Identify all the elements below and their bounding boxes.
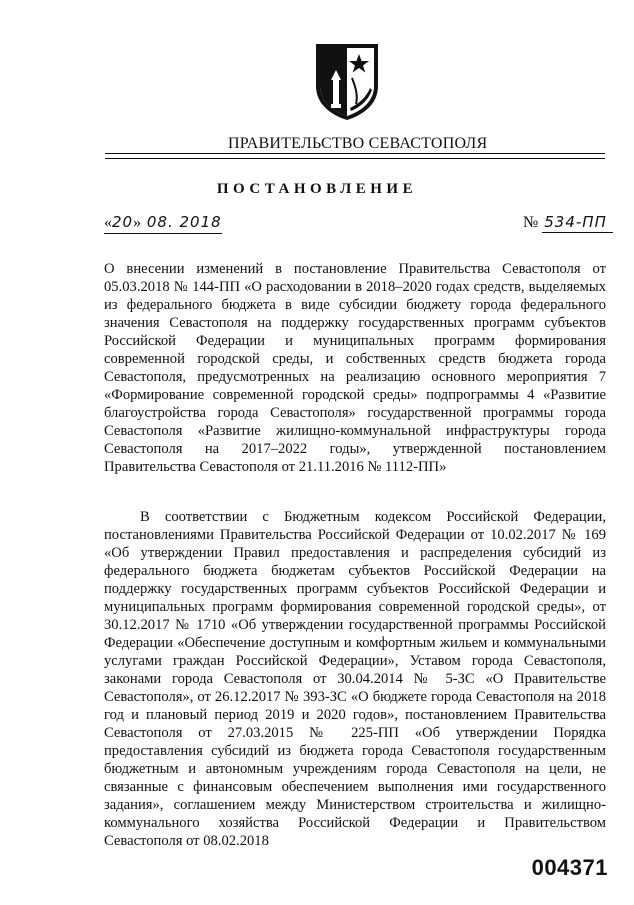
organization-title: ПРАВИТЕЛЬСТВО СЕВАСТОПОЛЯ [228, 135, 488, 152]
number-prefix: № [523, 214, 543, 231]
header-divider [105, 153, 605, 154]
date-open-quote: « [104, 214, 112, 231]
shield-icon [312, 40, 382, 122]
document-number [523, 213, 613, 233]
date-close-quote: » [133, 214, 142, 231]
header-divider-thin [105, 158, 605, 159]
date-month-year: 08. 2018 [141, 213, 222, 231]
document-date [104, 213, 222, 234]
document-body-paragraph: В соответствии с Бюджетным кодексом Российской Федерации, постановлениями Правительства Российской Федерации от 10.02.2017 № 169 «Об утверждении Правил предоставления и распределения субсидий из федерального бюджета бюджетам субъектов Российской Федерации на поддержку государственных программ субъектов Российской Федерации и муниципальных программ формирования современной городской среды», от 30.12.2017 № 1710 «Об утверждении государственной программы Российской Федерации «Обеспечение доступным и комфортным жильем и коммунальными услугами граждан Российской Федерации», Уставом города Севастополя, законами города Севастополя от 30.04.2014 № 5-ЗС «О Правительстве Севастополя», от 26.12.2017 № 393-ЗС «О бюджете города Севастополя на 2018 год и плановый период 2019 и 2020 годов», постановлением Правительства Севастополя от 27.03.2015 № 225-ПП «Об утверждении Порядка предоставления субсидий из бюджета города Севастополя государственным бюджетным и автономным учреждениям города Севастополя на цели, не связанные с финансовым обеспечением выполнения ими государственного задания», соглашением между Министерством строительства и жилищно-коммунального хозяйства Российской Федерации и Правительством Севастополя от 08.02.2018 [104, 509, 606, 849]
date-day: 20 [112, 213, 134, 231]
number-value: 534-ПП [542, 213, 613, 233]
document-subject: О внесении изменений в постановление Правительства Севастополя от 05.03.2018 № 144-ПП «О расходовании в 2018–2020 годах средств, выделяемых из федерального бюджета в виде субсидии бюджету города федерального значения Севастополя на поддержку государственных программ субъектов Российской Федерации и муниципальных программ формирования современной городской среды, и собственных средств бюджета города Севастополя, предусмотренных на реализацию основного мероприятия 7 «Формирование современной городской среды» подпрограммы 4 «Развитие благоустройства города Севастополя» государственной программы города Севастополя «Развитие жилищно-коммунальной инфраструктуры города Севастополя на 2017–2022 годы», утвержденной постановлением Правительства Севастополя от 21.11.2016 № 1112-ПП» [104, 261, 606, 475]
coat-of-arms-emblem [312, 40, 382, 122]
document-type-heading: ПОСТАНОВЛЕНИЕ [216, 181, 418, 197]
serial-number: 004371 [531, 855, 608, 880]
